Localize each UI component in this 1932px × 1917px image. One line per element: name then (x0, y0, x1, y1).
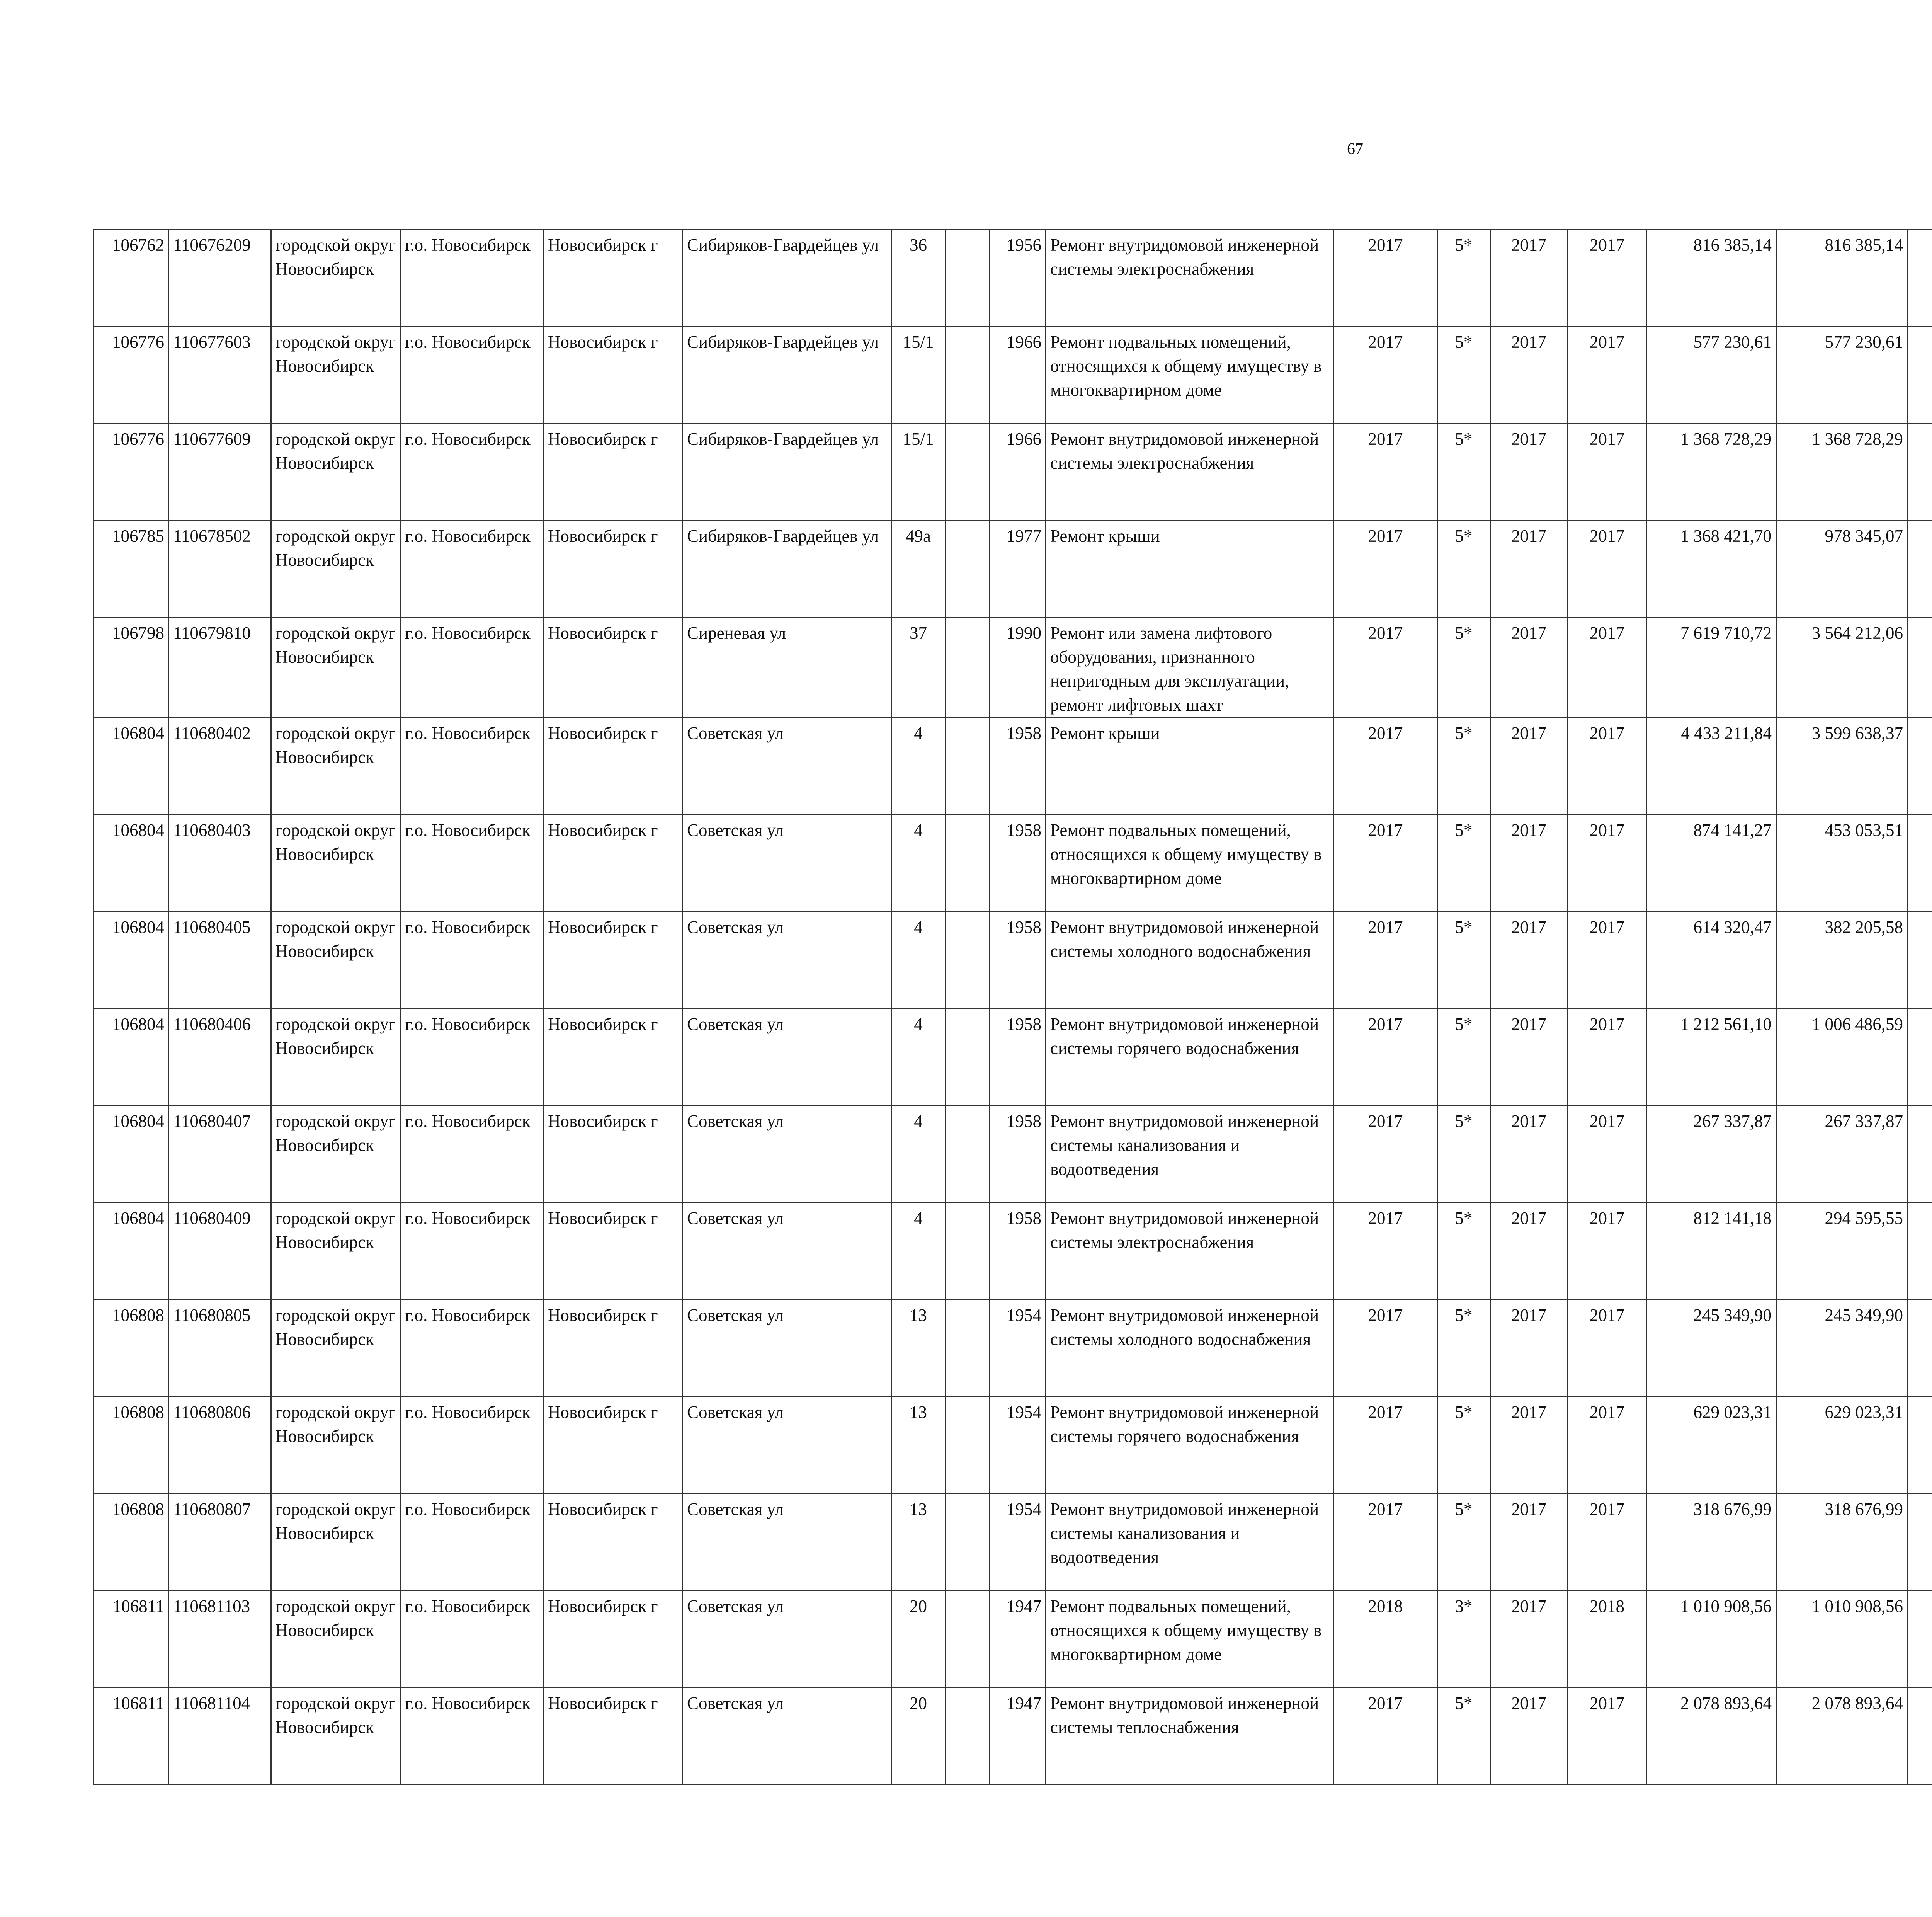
page-number: 67 (1347, 140, 1363, 158)
cell-building-block (946, 424, 990, 521)
cell-object-code: 110676209 (169, 230, 271, 327)
table-row (94, 1591, 1932, 1688)
table-row (94, 618, 1932, 718)
cell-end-year: 2017 (1568, 1106, 1647, 1203)
cell-priority-mark: 5* (1437, 1300, 1490, 1397)
cell-build-year: 1958 (990, 815, 1046, 912)
cell-record-id: 106804 (94, 815, 169, 912)
cell-priority-mark: 5* (1437, 1494, 1490, 1591)
cell-house-number: 4 (891, 1203, 946, 1300)
cell-end-year: 2017 (1568, 718, 1647, 815)
cell-municipality: г.о. Новосибирск (401, 424, 544, 521)
cell-municipal-district: городской округ Новосибирск (271, 1009, 401, 1106)
cell-cost-budget-federal (1908, 1688, 1932, 1785)
cell-start-year: 2017 (1490, 1009, 1568, 1106)
cell-house-number: 4 (891, 1106, 946, 1203)
cell-record-id: 106798 (94, 618, 169, 718)
cell-cost-fund: 2 078 893,64 (1776, 1688, 1908, 1785)
cell-plan-year: 2018 (1334, 1591, 1437, 1688)
cell-plan-year: 2017 (1334, 1397, 1437, 1494)
cell-start-year: 2017 (1490, 1106, 1568, 1203)
cell-build-year: 1966 (990, 424, 1046, 521)
cell-plan-year: 2017 (1334, 1203, 1437, 1300)
cell-end-year: 2017 (1568, 1397, 1647, 1494)
cell-start-year: 2017 (1490, 1591, 1568, 1688)
cell-plan-year: 2017 (1334, 1688, 1437, 1785)
cell-street: Советская ул (683, 1300, 891, 1397)
cell-plan-year: 2017 (1334, 1300, 1437, 1397)
cell-building-block (946, 1397, 990, 1494)
cell-priority-mark: 5* (1437, 327, 1490, 424)
cell-start-year: 2017 (1490, 718, 1568, 815)
cell-build-year: 1958 (990, 1203, 1046, 1300)
cell-building-block (946, 718, 990, 815)
cell-cost-fund: 1 010 908,56 (1776, 1591, 1908, 1688)
cell-record-id: 106776 (94, 327, 169, 424)
cell-street: Сибиряков-Гвардейцев ул (683, 521, 891, 618)
cell-locality: Новосибирск г (544, 1397, 683, 1494)
cell-cost-fund: 267 337,87 (1776, 1106, 1908, 1203)
cell-start-year: 2017 (1490, 424, 1568, 521)
cell-total-cost: 2 078 893,64 (1647, 1688, 1776, 1785)
cell-house-number: 4 (891, 815, 946, 912)
cell-object-code: 110680407 (169, 1106, 271, 1203)
cell-record-id: 106804 (94, 1009, 169, 1106)
cell-build-year: 1990 (990, 618, 1046, 718)
cell-municipality: г.о. Новосибирск (401, 1397, 544, 1494)
cell-municipal-district: городской округ Новосибирск (271, 1300, 401, 1397)
cell-street: Советская ул (683, 815, 891, 912)
cell-total-cost: 629 023,31 (1647, 1397, 1776, 1494)
cell-municipality: г.о. Новосибирск (401, 1203, 544, 1300)
cell-start-year: 2017 (1490, 815, 1568, 912)
cell-priority-mark: 5* (1437, 718, 1490, 815)
cell-cost-fund: 453 053,51 (1776, 815, 1908, 912)
cell-municipality: г.о. Новосибирск (401, 1494, 544, 1591)
cell-work-type: Ремонт подвальных помещений, относящихся к общему имуществу в многоквартирном доме (1046, 327, 1334, 424)
cell-locality: Новосибирск г (544, 1591, 683, 1688)
cell-priority-mark: 5* (1437, 815, 1490, 912)
cell-end-year: 2018 (1568, 1591, 1647, 1688)
cell-start-year: 2017 (1490, 1494, 1568, 1591)
cell-cost-budget-federal (1908, 912, 1932, 1009)
cell-work-type: Ремонт внутридомовой инженерной системы электроснабжения (1046, 1203, 1334, 1300)
cell-work-type: Ремонт внутридомовой инженерной системы холодного водоснабжения (1046, 912, 1334, 1009)
cell-end-year: 2017 (1568, 1009, 1647, 1106)
cell-street: Советская ул (683, 1009, 891, 1106)
cell-street: Советская ул (683, 718, 891, 815)
table-row (94, 1203, 1932, 1300)
cell-total-cost: 245 349,90 (1647, 1300, 1776, 1397)
cell-house-number: 20 (891, 1688, 946, 1785)
cell-total-cost: 614 320,47 (1647, 912, 1776, 1009)
cell-priority-mark: 5* (1437, 618, 1490, 718)
cell-municipality: г.о. Новосибирск (401, 327, 544, 424)
cell-municipal-district: городской округ Новосибирск (271, 1591, 401, 1688)
cell-municipal-district: городской округ Новосибирск (271, 1397, 401, 1494)
cell-municipal-district: городской округ Новосибирск (271, 815, 401, 912)
cell-total-cost: 1 368 728,29 (1647, 424, 1776, 521)
cell-end-year: 2017 (1568, 327, 1647, 424)
cell-cost-budget-federal (1908, 618, 1932, 718)
cell-build-year: 1956 (990, 230, 1046, 327)
cell-start-year: 2017 (1490, 230, 1568, 327)
cell-building-block (946, 327, 990, 424)
cell-house-number: 49а (891, 521, 946, 618)
cell-start-year: 2017 (1490, 1397, 1568, 1494)
table-row (94, 424, 1932, 521)
cell-locality: Новосибирск г (544, 1300, 683, 1397)
cell-municipal-district: городской округ Новосибирск (271, 230, 401, 327)
cell-cost-fund: 629 023,31 (1776, 1397, 1908, 1494)
cell-street: Советская ул (683, 1106, 891, 1203)
cell-locality: Новосибирск г (544, 230, 683, 327)
cell-locality: Новосибирск г (544, 1009, 683, 1106)
cell-cost-budget-federal (1908, 327, 1932, 424)
cell-street: Сиреневая ул (683, 618, 891, 718)
cell-cost-fund: 3 564 212,06 (1776, 618, 1908, 718)
cell-object-code: 110677603 (169, 327, 271, 424)
cell-priority-mark: 5* (1437, 912, 1490, 1009)
cell-plan-year: 2017 (1334, 1106, 1437, 1203)
cell-object-code: 110680409 (169, 1203, 271, 1300)
cell-municipal-district: городской округ Новосибирск (271, 424, 401, 521)
cell-work-type: Ремонт внутридомовой инженерной системы горячего водоснабжения (1046, 1009, 1334, 1106)
registry-table (93, 229, 1932, 1785)
cell-municipal-district: городской округ Новосибирск (271, 718, 401, 815)
cell-end-year: 2017 (1568, 815, 1647, 912)
cell-build-year: 1958 (990, 912, 1046, 1009)
cell-record-id: 106776 (94, 424, 169, 521)
table-row (94, 230, 1932, 327)
cell-plan-year: 2017 (1334, 327, 1437, 424)
cell-record-id: 106811 (94, 1688, 169, 1785)
cell-house-number: 4 (891, 912, 946, 1009)
cell-municipal-district: городской округ Новосибирск (271, 1688, 401, 1785)
cell-locality: Новосибирск г (544, 424, 683, 521)
cell-house-number: 36 (891, 230, 946, 327)
cell-total-cost: 7 619 710,72 (1647, 618, 1776, 718)
cell-build-year: 1954 (990, 1494, 1046, 1591)
cell-municipality: г.о. Новосибирск (401, 912, 544, 1009)
cell-house-number: 4 (891, 1009, 946, 1106)
cell-municipality: г.о. Новосибирск (401, 815, 544, 912)
cell-cost-fund: 1 006 486,59 (1776, 1009, 1908, 1106)
cell-priority-mark: 5* (1437, 1397, 1490, 1494)
cell-cost-budget-federal (1908, 1494, 1932, 1591)
cell-priority-mark: 5* (1437, 1009, 1490, 1106)
cell-cost-budget-federal (1908, 718, 1932, 815)
cell-street: Советская ул (683, 1591, 891, 1688)
cell-house-number: 37 (891, 618, 946, 718)
cell-cost-budget-federal (1908, 1203, 1932, 1300)
cell-object-code: 110681104 (169, 1688, 271, 1785)
cell-cost-fund: 978 345,07 (1776, 521, 1908, 618)
cell-record-id: 106762 (94, 230, 169, 327)
cell-object-code: 110680406 (169, 1009, 271, 1106)
cell-municipal-district: городской округ Новосибирск (271, 618, 401, 718)
cell-municipal-district: городской округ Новосибирск (271, 327, 401, 424)
cell-house-number: 13 (891, 1397, 946, 1494)
cell-plan-year: 2017 (1334, 718, 1437, 815)
cell-work-type: Ремонт внутридомовой инженерной системы канализования и водоотведения (1046, 1106, 1334, 1203)
cell-build-year: 1977 (990, 521, 1046, 618)
cell-object-code: 110680806 (169, 1397, 271, 1494)
table-row (94, 521, 1932, 618)
cell-end-year: 2017 (1568, 230, 1647, 327)
cell-street: Советская ул (683, 1688, 891, 1785)
table-row (94, 1688, 1932, 1785)
cell-building-block (946, 230, 990, 327)
cell-plan-year: 2017 (1334, 230, 1437, 327)
cell-municipality: г.о. Новосибирск (401, 1688, 544, 1785)
cell-priority-mark: 5* (1437, 1688, 1490, 1785)
cell-total-cost: 816 385,14 (1647, 230, 1776, 327)
cell-building-block (946, 1300, 990, 1397)
table-body (94, 230, 1932, 1785)
cell-end-year: 2017 (1568, 618, 1647, 718)
cell-end-year: 2017 (1568, 521, 1647, 618)
cell-building-block (946, 1494, 990, 1591)
cell-municipal-district: городской округ Новосибирск (271, 521, 401, 618)
cell-priority-mark: 3* (1437, 1591, 1490, 1688)
cell-municipality: г.о. Новосибирск (401, 1009, 544, 1106)
cell-object-code: 110680405 (169, 912, 271, 1009)
cell-start-year: 2017 (1490, 912, 1568, 1009)
cell-work-type: Ремонт внутридомовой инженерной системы теплоснабжения (1046, 1688, 1334, 1785)
cell-record-id: 106804 (94, 1106, 169, 1203)
cell-street: Советская ул (683, 1397, 891, 1494)
table-row (94, 912, 1932, 1009)
table-row (94, 1106, 1932, 1203)
table-row (94, 1009, 1932, 1106)
cell-cost-budget-federal (1908, 1591, 1932, 1688)
cell-municipal-district: городской округ Новосибирск (271, 1494, 401, 1591)
cell-plan-year: 2017 (1334, 912, 1437, 1009)
cell-plan-year: 2017 (1334, 1494, 1437, 1591)
cell-locality: Новосибирск г (544, 521, 683, 618)
cell-start-year: 2017 (1490, 618, 1568, 718)
cell-cost-fund: 816 385,14 (1776, 230, 1908, 327)
cell-locality: Новосибирск г (544, 327, 683, 424)
cell-plan-year: 2017 (1334, 521, 1437, 618)
cell-start-year: 2017 (1490, 1300, 1568, 1397)
cell-end-year: 2017 (1568, 1203, 1647, 1300)
cell-building-block (946, 1009, 990, 1106)
cell-total-cost: 577 230,61 (1647, 327, 1776, 424)
cell-cost-fund: 1 368 728,29 (1776, 424, 1908, 521)
cell-building-block (946, 1591, 990, 1688)
cell-house-number: 15/1 (891, 327, 946, 424)
cell-building-block (946, 815, 990, 912)
cell-house-number: 20 (891, 1591, 946, 1688)
cell-cost-budget-federal (1908, 521, 1932, 618)
table-row (94, 1494, 1932, 1591)
cell-plan-year: 2017 (1334, 424, 1437, 521)
cell-start-year: 2017 (1490, 521, 1568, 618)
cell-end-year: 2017 (1568, 424, 1647, 521)
cell-building-block (946, 1106, 990, 1203)
cell-street: Советская ул (683, 912, 891, 1009)
cell-cost-fund: 3 599 638,37 (1776, 718, 1908, 815)
cell-cost-budget-federal (1908, 1106, 1932, 1203)
cell-priority-mark: 5* (1437, 424, 1490, 521)
cell-building-block (946, 521, 990, 618)
table-row (94, 1397, 1932, 1494)
cell-street: Сибиряков-Гвардейцев ул (683, 230, 891, 327)
cell-locality: Новосибирск г (544, 1106, 683, 1203)
cell-total-cost: 4 433 211,84 (1647, 718, 1776, 815)
cell-end-year: 2017 (1568, 1494, 1647, 1591)
cell-plan-year: 2017 (1334, 815, 1437, 912)
cell-work-type: Ремонт подвальных помещений, относящихся к общему имуществу в многоквартирном доме (1046, 1591, 1334, 1688)
cell-object-code: 110680403 (169, 815, 271, 912)
cell-record-id: 106785 (94, 521, 169, 618)
cell-cost-fund: 577 230,61 (1776, 327, 1908, 424)
cell-record-id: 106808 (94, 1397, 169, 1494)
cell-end-year: 2017 (1568, 912, 1647, 1009)
cell-work-type: Ремонт крыши (1046, 718, 1334, 815)
cell-build-year: 1958 (990, 1106, 1046, 1203)
cell-cost-fund: 245 349,90 (1776, 1300, 1908, 1397)
cell-house-number: 4 (891, 718, 946, 815)
cell-record-id: 106811 (94, 1591, 169, 1688)
cell-municipality: г.о. Новосибирск (401, 1106, 544, 1203)
cell-municipality: г.о. Новосибирск (401, 1591, 544, 1688)
cell-plan-year: 2017 (1334, 618, 1437, 718)
cell-municipality: г.о. Новосибирск (401, 618, 544, 718)
cell-record-id: 106804 (94, 718, 169, 815)
cell-build-year: 1954 (990, 1300, 1046, 1397)
cell-build-year: 1966 (990, 327, 1046, 424)
cell-cost-budget-federal (1908, 230, 1932, 327)
table-row (94, 327, 1932, 424)
cell-object-code: 110680807 (169, 1494, 271, 1591)
cell-locality: Новосибирск г (544, 1203, 683, 1300)
cell-cost-fund: 294 595,55 (1776, 1203, 1908, 1300)
cell-building-block (946, 912, 990, 1009)
cell-start-year: 2017 (1490, 1688, 1568, 1785)
cell-priority-mark: 5* (1437, 1106, 1490, 1203)
cell-building-block (946, 1203, 990, 1300)
cell-build-year: 1958 (990, 1009, 1046, 1106)
cell-cost-budget-federal (1908, 1397, 1932, 1494)
cell-record-id: 106804 (94, 1203, 169, 1300)
cell-total-cost: 874 141,27 (1647, 815, 1776, 912)
cell-total-cost: 267 337,87 (1647, 1106, 1776, 1203)
cell-object-code: 110681103 (169, 1591, 271, 1688)
cell-object-code: 110677609 (169, 424, 271, 521)
cell-locality: Новосибирск г (544, 618, 683, 718)
cell-house-number: 13 (891, 1494, 946, 1591)
cell-street: Сибиряков-Гвардейцев ул (683, 327, 891, 424)
cell-municipality: г.о. Новосибирск (401, 1300, 544, 1397)
cell-house-number: 13 (891, 1300, 946, 1397)
cell-work-type: Ремонт внутридомовой инженерной системы канализования и водоотведения (1046, 1494, 1334, 1591)
cell-start-year: 2017 (1490, 1203, 1568, 1300)
cell-work-type: Ремонт внутридомовой инженерной системы электроснабжения (1046, 424, 1334, 521)
table-row (94, 718, 1932, 815)
cell-build-year: 1947 (990, 1591, 1046, 1688)
cell-municipality: г.о. Новосибирск (401, 230, 544, 327)
cell-municipal-district: городской округ Новосибирск (271, 1106, 401, 1203)
cell-cost-budget-federal (1908, 815, 1932, 912)
cell-street: Советская ул (683, 1203, 891, 1300)
cell-record-id: 106808 (94, 1494, 169, 1591)
cell-priority-mark: 5* (1437, 1203, 1490, 1300)
cell-locality: Новосибирск г (544, 1688, 683, 1785)
cell-cost-budget-federal (1908, 424, 1932, 521)
cell-priority-mark: 5* (1437, 521, 1490, 618)
cell-priority-mark: 5* (1437, 230, 1490, 327)
cell-record-id: 106808 (94, 1300, 169, 1397)
cell-work-type: Ремонт или замена лифтового оборудования, признанного непригодным для эксплуатации, ремонт лифтовых шахт (1046, 618, 1334, 718)
cell-end-year: 2017 (1568, 1300, 1647, 1397)
cell-locality: Новосибирск г (544, 1494, 683, 1591)
cell-municipality: г.о. Новосибирск (401, 718, 544, 815)
cell-object-code: 110679810 (169, 618, 271, 718)
cell-total-cost: 1 212 561,10 (1647, 1009, 1776, 1106)
table-row (94, 815, 1932, 912)
cell-work-type: Ремонт внутридомовой инженерной системы горячего водоснабжения (1046, 1397, 1334, 1494)
cell-street: Советская ул (683, 1494, 891, 1591)
cell-object-code: 110678502 (169, 521, 271, 618)
cell-building-block (946, 618, 990, 718)
cell-plan-year: 2017 (1334, 1009, 1437, 1106)
cell-total-cost: 812 141,18 (1647, 1203, 1776, 1300)
cell-municipal-district: городской округ Новосибирск (271, 912, 401, 1009)
cell-work-type: Ремонт подвальных помещений, относящихся к общему имуществу в многоквартирном доме (1046, 815, 1334, 912)
cell-cost-budget-federal (1908, 1009, 1932, 1106)
cell-end-year: 2017 (1568, 1688, 1647, 1785)
cell-municipal-district: городской округ Новосибирск (271, 1203, 401, 1300)
cell-total-cost: 1 368 421,70 (1647, 521, 1776, 618)
cell-start-year: 2017 (1490, 327, 1568, 424)
cell-locality: Новосибирск г (544, 718, 683, 815)
cell-work-type: Ремонт внутридомовой инженерной системы электроснабжения (1046, 230, 1334, 327)
cell-object-code: 110680402 (169, 718, 271, 815)
cell-work-type: Ремонт внутридомовой инженерной системы холодного водоснабжения (1046, 1300, 1334, 1397)
cell-cost-fund: 382 205,58 (1776, 912, 1908, 1009)
cell-house-number: 15/1 (891, 424, 946, 521)
cell-record-id: 106804 (94, 912, 169, 1009)
cell-cost-fund: 318 676,99 (1776, 1494, 1908, 1591)
cell-locality: Новосибирск г (544, 912, 683, 1009)
cell-cost-budget-federal (1908, 1300, 1932, 1397)
cell-build-year: 1958 (990, 718, 1046, 815)
cell-street: Сибиряков-Гвардейцев ул (683, 424, 891, 521)
cell-municipality: г.о. Новосибирск (401, 521, 544, 618)
cell-object-code: 110680805 (169, 1300, 271, 1397)
cell-total-cost: 318 676,99 (1647, 1494, 1776, 1591)
cell-build-year: 1947 (990, 1688, 1046, 1785)
cell-building-block (946, 1688, 990, 1785)
cell-build-year: 1954 (990, 1397, 1046, 1494)
cell-total-cost: 1 010 908,56 (1647, 1591, 1776, 1688)
table-row (94, 1300, 1932, 1397)
cell-locality: Новосибирск г (544, 815, 683, 912)
cell-work-type: Ремонт крыши (1046, 521, 1334, 618)
